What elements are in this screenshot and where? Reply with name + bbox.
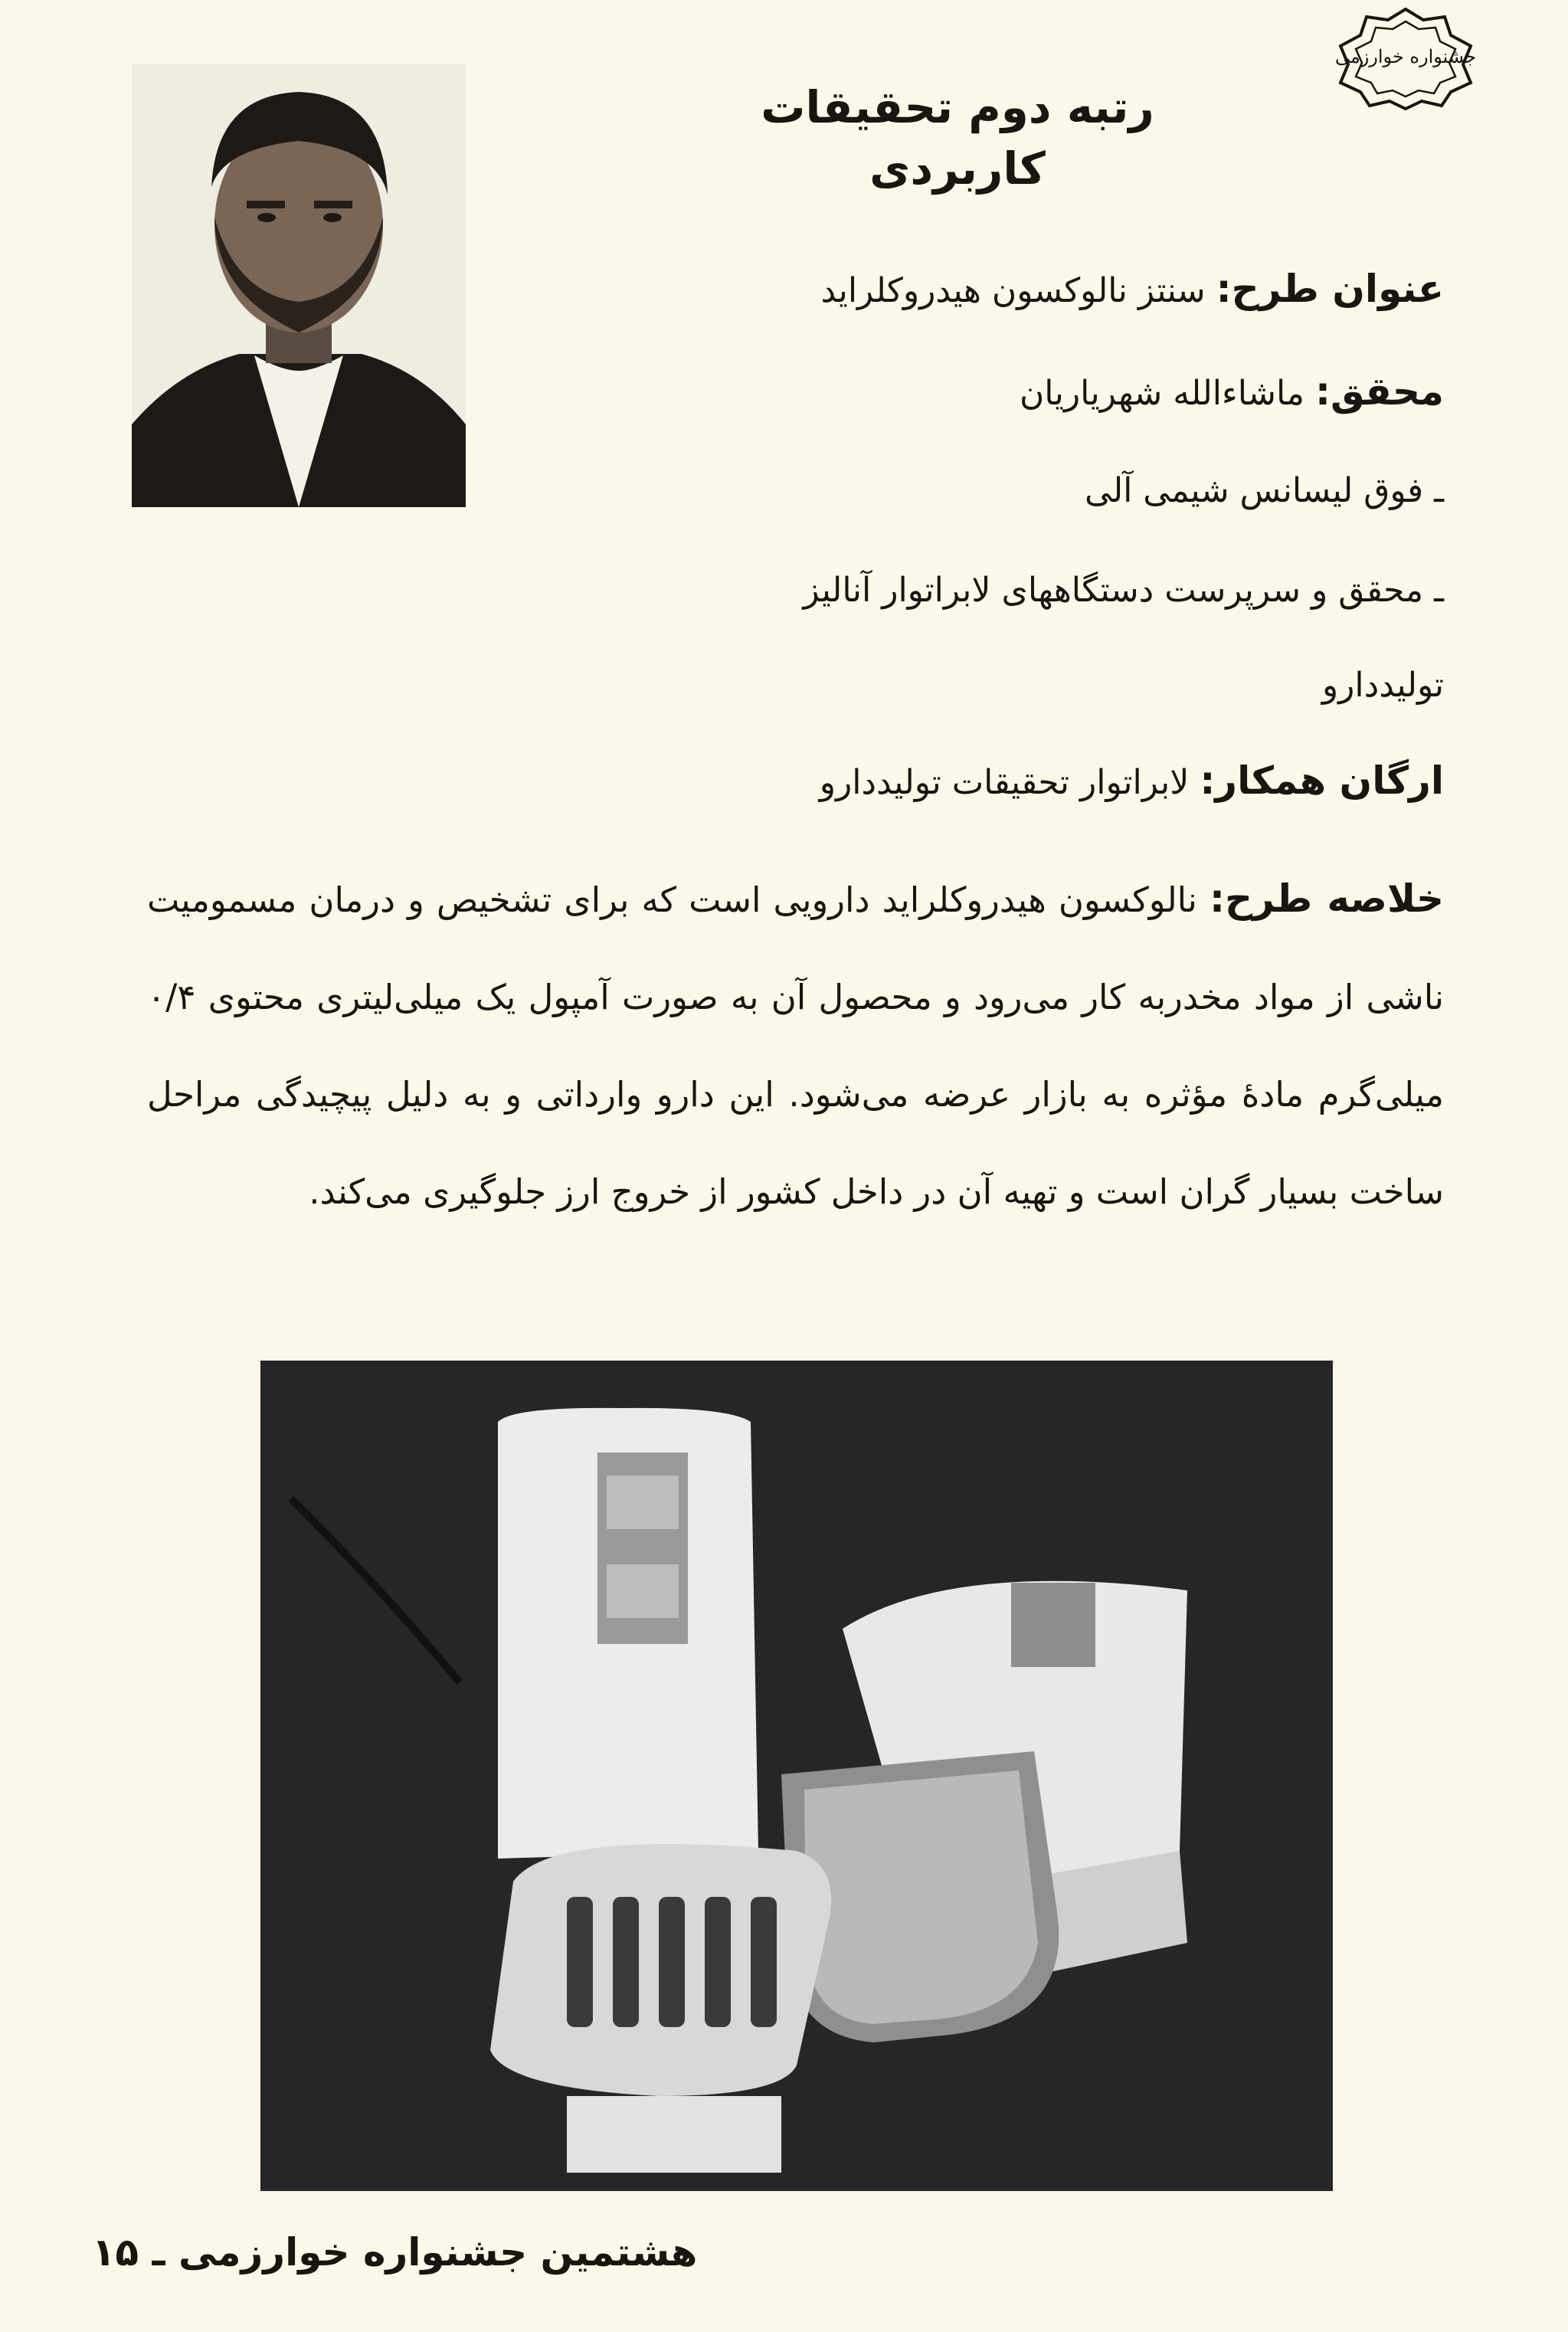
festival-emblem-icon xyxy=(1325,3,1486,110)
researcher-value: ماشاءالله شهریاریان xyxy=(1019,374,1304,413)
credential-2-continued: تولیددارو xyxy=(1321,666,1444,705)
researcher-label: محقق: xyxy=(1314,369,1444,414)
project-title-value: سنتز نالوکسون هیدروکلراید xyxy=(820,271,1206,310)
researcher-line xyxy=(1020,368,1444,418)
partner-label: ارگان همکار: xyxy=(1200,758,1444,803)
partner-value: لابراتوار تحقیقات تولیددارو xyxy=(819,763,1190,802)
page-footer: هشتمین جشنواره خوارزمی ـ ۱۵ xyxy=(92,2230,698,2275)
project-title-label: عنوان طرح: xyxy=(1216,267,1444,311)
credential-1: ـ فوق لیسانس شیمی آلی xyxy=(1085,471,1444,510)
product-photo xyxy=(260,1361,1333,2191)
project-title-line xyxy=(820,265,1444,315)
emblem-text: جشنواره خوارزمی xyxy=(1334,46,1477,67)
partner-line xyxy=(820,757,1444,807)
summary-text: نالوکسون هیدروکلراید دارویی است که برای تشخیص و درمان مسمومیت ناشی از مواد مخدربه کار می‌رود و محصول آن به صورت آمپول یک میلی‌لیتری محتوی ۰/۴ میلی‌گرم مادهٔ مؤثره به بازار عرضه می‌شود. این دارو وارداتی و به دلیل پیچیدگی مراحل ساخت بسیار گران است و تهیه آن در داخل کشور از خروج ارز جلوگیری می‌کند. xyxy=(147,879,1444,1212)
researcher-portrait xyxy=(132,64,466,507)
page-title: رتبه دوم تحقیقات کاربردی xyxy=(761,81,1154,195)
credential-2: ـ محقق و سرپرست دستگاههای لابراتوار آنالیز xyxy=(803,571,1444,610)
summary-paragraph xyxy=(147,850,1444,1240)
summary-label: خلاصه طرح: xyxy=(1209,876,1445,921)
